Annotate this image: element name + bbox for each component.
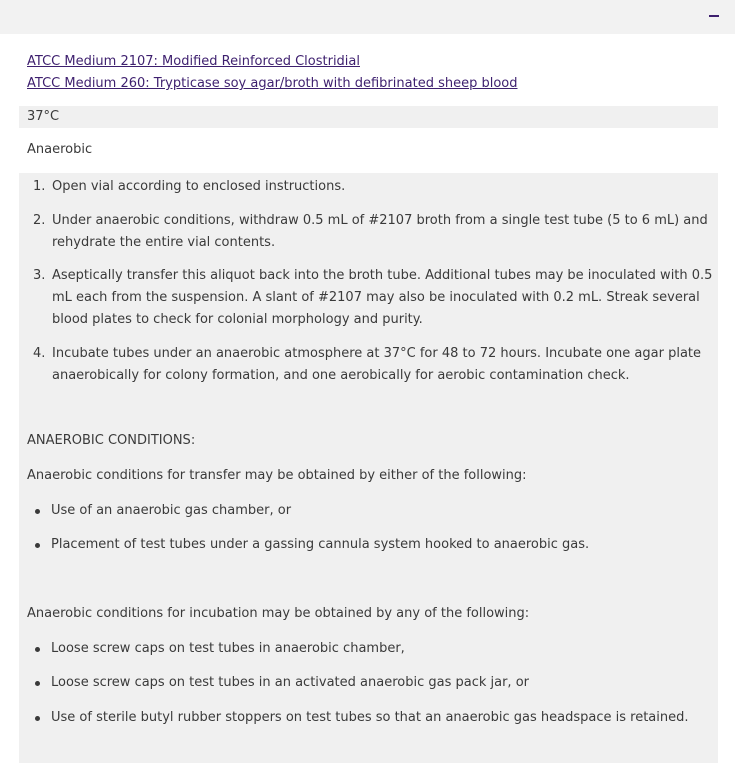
- medium-260-link[interactable]: ATCC Medium 260: Trypticase soy agar/broth with defibrinated sheep blood: [27, 76, 518, 91]
- incubation-conditions-list: [33, 641, 689, 744]
- incubation-conditions-intro: Anaerobic conditions for incubation may be obtained by any of the following:: [27, 606, 530, 621]
- step-text: Under anaerobic conditions, withdraw 0.5 mL of #2107 broth from a single test tube (5 to 6 mL) and rehydrate the entire vial contents.: [52, 212, 708, 250]
- temperature-value: 37°C: [27, 109, 60, 124]
- minus-icon[interactable]: [709, 15, 719, 17]
- list-item: Use of an anaerobic gas chamber, or: [33, 503, 589, 537]
- list-item: Use of sterile butyl rubber stoppers on test tubes so that an anaerobic gas headspace is retained.: [33, 710, 689, 744]
- step-number: 4.: [33, 345, 46, 361]
- media-links: [27, 51, 717, 95]
- section-header-bar: [0, 0, 735, 34]
- medium-2107-link[interactable]: ATCC Medium 2107: Modified Reinforced Clostridial: [27, 54, 360, 69]
- step-number: 1.: [33, 179, 46, 194]
- step-text: Open vial according to enclosed instructions.: [52, 179, 346, 194]
- transfer-conditions-intro: Anaerobic conditions for transfer may be obtained by either of the following:: [27, 468, 527, 483]
- step-text: Aseptically transfer this aliquot back into the broth tube. Additional tubes may be inoculated with 0.5 mL each from the suspension. A slant of #2107 may also be inoculated with 0.2 mL. Streak several blood plates to check for colonial morphology and purity.: [52, 268, 713, 327]
- step-number: 3.: [33, 268, 46, 284]
- list-item: Placement of test tubes under a gassing cannula system hooked to anaerobic gas.: [33, 537, 589, 571]
- step-text: Incubate tubes under an anaerobic atmosphere at 37°C for 48 to 72 hours. Incubate one agar plate anaerobically for colony formation, and one aerobically for aerobic contamination check.: [52, 345, 702, 383]
- transfer-conditions-list: [33, 503, 589, 572]
- procedure-steps: [33, 176, 713, 398]
- anaerobic-conditions-heading: ANAEROBIC CONDITIONS:: [27, 433, 196, 448]
- procedure-step: [33, 176, 713, 198]
- list-item: Loose screw caps on test tubes in an activated anaerobic gas pack jar, or: [33, 675, 689, 709]
- procedure-step: [33, 265, 713, 330]
- procedure-step: [33, 343, 713, 387]
- procedure-step: [33, 210, 713, 254]
- temperature-row: [19, 106, 718, 128]
- list-item: Loose screw caps on test tubes in anaerobic chamber,: [33, 641, 689, 675]
- step-number: 2.: [33, 212, 46, 228]
- atmosphere-value: Anaerobic: [27, 142, 93, 157]
